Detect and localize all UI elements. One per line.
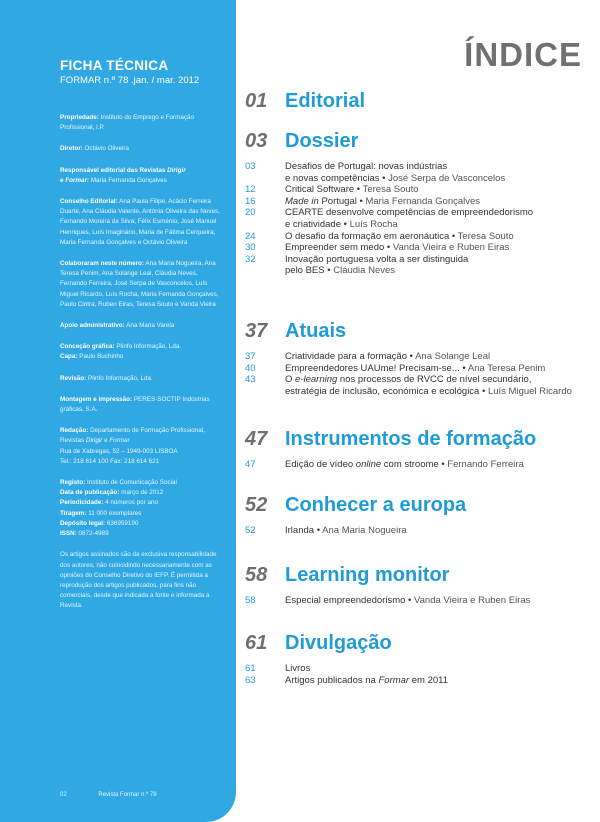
toc-entry[interactable]: 03 Desafios de Portugal: novas indústrias e novas competências • José Serpa de Vasconcelos (245, 161, 506, 184)
section-number: 47 (245, 428, 268, 450)
section-conhecer-europa (245, 494, 590, 537)
section-number: 03 (245, 130, 268, 152)
section-divulgacao (245, 632, 590, 686)
colophon-panel (0, 0, 236, 822)
toc-entry[interactable]: 40 Empreendedores UAUme! Precisam-se... • Ana Teresa Penim (245, 362, 546, 374)
section-title: Editorial (285, 90, 366, 112)
toc-entry[interactable]: 12 Critical Software • Teresa Souto (245, 184, 419, 196)
toc-entry[interactable]: 52 Irlanda • Ana Maria Nogueira (245, 525, 407, 536)
section-instrumentos (245, 428, 590, 471)
toc-entry[interactable]: 37 Criatividade para a formação • Ana Solange Leal (245, 351, 491, 362)
section-number: 37 (245, 320, 268, 342)
section-title: Dossier (285, 130, 359, 152)
colaboraram-block: Colaboraram neste número: Ana Maria Nogueira, Ana Teresa Penim, Ana Solange Leal, Cláudia Neves, Fernando Ferreira, José Serpa de Vasconcelos, Luís Miguel Ricardo, Luís Rocha, Maria Fernanda Gonçalves, Paulo Cintra, Ruben Eiras, Teresa Souto e Vanda Vieira (60, 260, 219, 308)
diretor-block: Diretor: Octávio Oliveira (60, 145, 129, 153)
toc-entry[interactable]: 61 Livros (245, 663, 311, 674)
toc-entry[interactable]: 47 Edição de vídeo online com stroome • Fernando Ferreira (245, 459, 524, 470)
section-atuais (245, 320, 590, 397)
redacao-block: Redação: Departamento de Formação Profissional, Revistas Dirigir e Formar Rua de Xabregas, 52 – 1949-003 LISBOA Tel.: 218 614 100 Fax: 218 614 621 (60, 427, 205, 465)
section-number: 58 (245, 564, 268, 586)
section-dossier (245, 130, 590, 277)
toc-entry[interactable]: 32 Inovação portuguesa volta a ser distinguida pelo BES • Cláudia Neves (245, 253, 469, 277)
montagem-block: Montagem e impressão: PERES-SOCTIP Indústrias gráficas, S.A. (60, 395, 210, 414)
conselho-block: Conselho Editorial: Ana Paula Filipe, Acácio Ferreira Duarte, Ana Cláudia Valente, Antónia Oliveira das Neves, Fernando Moreira da Silva, Félix Esménio, José Manuel Henriques, Luís Imaginário, Maria de Fátima Cerqueira, Maria Fernanda Gonçalves e Octávio Oliveira (60, 198, 220, 246)
section-number: 52 (245, 494, 268, 516)
concecao-block: Conceção gráfica: Plinfo Informação, Lda. Capa: Paulo Buchinho (60, 343, 182, 361)
disclaimer: Os artigos assinados são da exclusiva responsabilidade dos autores, não coincidindo necessariamente com as opiniões do Conselho Diretivo do IEFP. É permitida a reprodução dos artigos publicados, para fins não comerciais, desde que indicada a fonte e informada a Revista. (60, 551, 217, 610)
section-number: 61 (245, 632, 268, 654)
section-title: Conhecer a europa (285, 494, 467, 516)
magazine-name: Revista Formar n.º 78 (98, 792, 157, 798)
registo-block: Registo: Instituto de Comunicação Social Data de publicação: março de 2012 Periodicidade: 4 números por ano Tiragem: 11 000 exemplares Depósito legal: 636959190 ISSN: 0872-4989 (60, 479, 177, 538)
toc-entry[interactable]: 20 CEARTE desenvolve competências de empreendedorismo e criatividade • Luís Rocha (245, 207, 534, 230)
apoio-block: Apoio administrativo: Ana Maria Varela (60, 322, 175, 330)
page-footer (60, 792, 226, 798)
section-title: Atuais (285, 320, 347, 342)
page-number: 02 (60, 792, 67, 798)
toc-entry[interactable]: 58 Especial empreendedorismo • Vanda Vieira e Ruben Eiras (245, 595, 531, 606)
colophon-title: FICHA TÉCNICA (60, 58, 169, 73)
section-number: 01 (245, 90, 268, 112)
propriedade-block: Propriedade: Instituto do Emprego e Formação Profissional, I.P. (60, 114, 195, 132)
section-title: Instrumentos de formação (285, 428, 537, 450)
section-learning-monitor (245, 564, 590, 607)
colophon-content (60, 58, 226, 623)
toc-entry[interactable]: 24 O desafio da formação em aeronáutica • Teresa Souto (245, 230, 514, 242)
colophon-issue: FORMAR n.º 78 .jan. / mar. 2012 (60, 75, 200, 86)
toc-entry[interactable]: 30 Empreender sem medo • Vanda Vieira e Ruben Eiras (245, 242, 510, 254)
responsavel-block: Responsável editorial das Revistas Dirigir e Formar: Maria Fernanda Gonçalves (60, 166, 186, 184)
section-title: Divulgação (285, 632, 392, 654)
index-title: ÍNDICE (464, 36, 582, 73)
section-title: Learning monitor (285, 564, 450, 586)
toc-entry[interactable]: 16 Made in Portugal • Maria Fernanda Gonçalves (245, 195, 481, 207)
toc-entry[interactable]: 63 Artigos publicados na Formar em 2011 (245, 674, 449, 686)
section-editorial (245, 90, 590, 121)
toc-entry[interactable]: 43 O e-learning nos processos de RVCC de nível secundário, estratégia de inclusão, económica e ecológica • Luís Miguel Ricardo (245, 374, 572, 397)
revisao-block: Revisão: Plinfo Informação, Lda. (60, 374, 153, 382)
